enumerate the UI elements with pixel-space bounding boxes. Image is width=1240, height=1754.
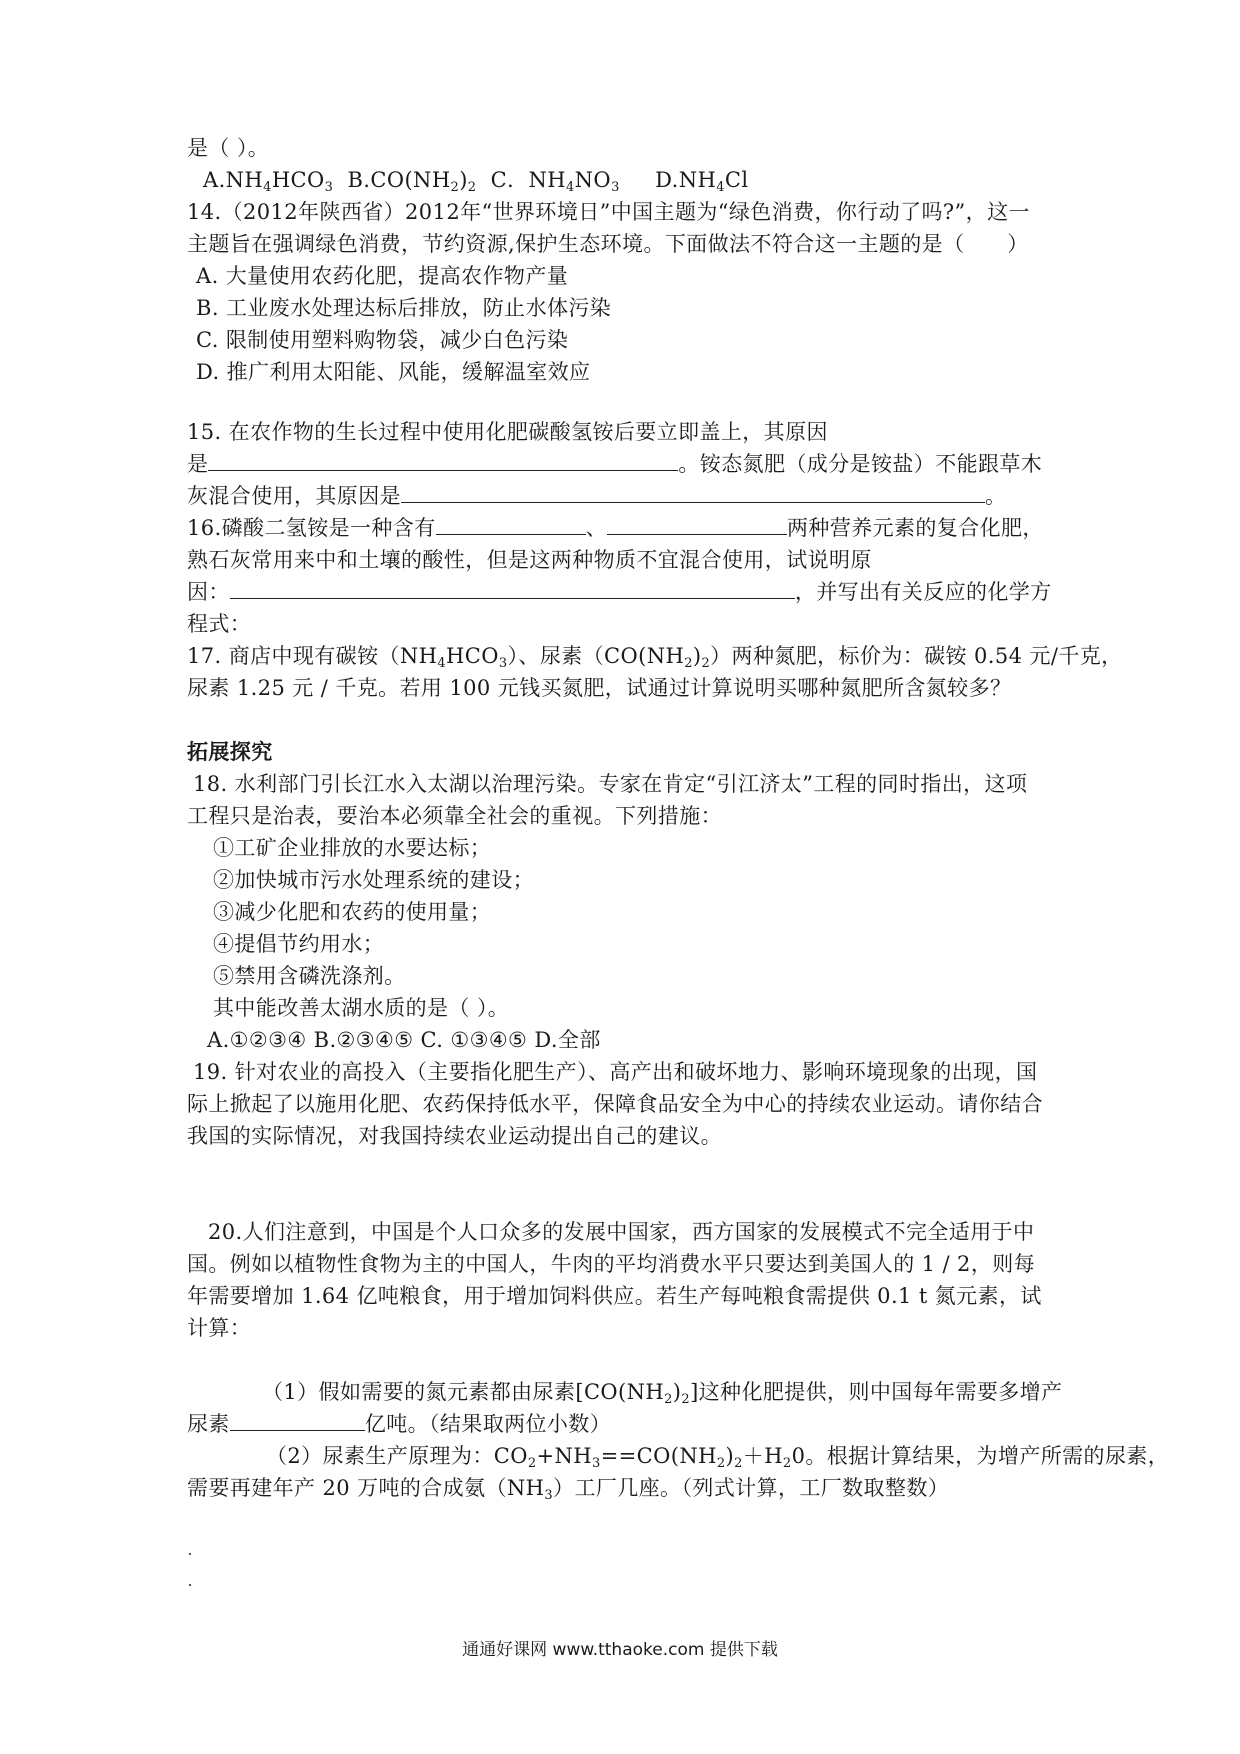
- q18-measure-1: ①工矿企业排放的水要达标；: [213, 836, 492, 860]
- q20-line-4: 计算：: [187, 1316, 252, 1340]
- scan-dot: [189, 1553, 191, 1555]
- q15-line-1: 15. 在农作物的生长过程中使用化肥碳酸氢铵后要立即盖上，其原因: [187, 420, 828, 444]
- q13-stem-tail: 是（ ）。: [187, 136, 270, 160]
- footer-credit: 通通好课网 www.tthaoke.com 提供下载: [462, 1640, 778, 1660]
- q20-part-2: （2）尿素生产原理为：$CO_2+NH_3==CO(NH_2)_2+H_20$。根据计算结果，为增产所需的尿素，: [266, 1444, 1170, 1471]
- q16-blank-3: [230, 578, 795, 599]
- q15-line-2: 是 。铵态氮肥（成分是铵盐）不能跟草木: [187, 452, 1043, 476]
- q19-line-3: 我国的实际情况，对我国持续农业运动提出自己的建议。: [187, 1124, 722, 1148]
- q16-line-2: 熟石灰常用来中和土壤的酸性，但是这两种物质不宜混合使用，试说明原: [187, 548, 872, 572]
- q14-option-b: B. 工业废水处理达标后排放，防止水体污染: [196, 296, 612, 320]
- q18-question: 其中能改善太湖水质的是（ ）。: [213, 996, 510, 1020]
- q16-line-1: 16.磷酸二氢铵是一种含有 、 两种营养元素的复合化肥，: [187, 516, 1044, 540]
- section-heading: 拓展探究: [187, 740, 273, 764]
- q16-blank-2: [607, 514, 787, 535]
- q16-line-4: 程式：: [187, 612, 252, 636]
- q14-line-2: 主题旨在强调绿色消费，节约资源,保护生态环境。下面做法不符合这一主题的是（ ）: [187, 232, 1029, 256]
- q19-line-2: 际上掀起了以施用化肥、农药保持低水平，保障食品安全为中心的持续农业运动。请你结合: [187, 1092, 1043, 1116]
- q20-part-1: （1）假如需要的氮元素都由尿素$[CO(NH_2)_2]$这种化肥提供，则中国每年需要多增产: [262, 1380, 1063, 1407]
- q14-option-a: A. 大量使用农药化肥，提高农作物产量: [196, 264, 569, 288]
- q18-measure-3: ③减少化肥和农药的使用量；: [213, 900, 492, 924]
- q19-line-1: 19. 针对农业的高投入（主要指化肥生产）、高产出和破坏地力、影响环境现象的出现，国: [193, 1060, 1038, 1084]
- q15-blank-2: [401, 482, 985, 503]
- q13-options: $A.NH_4HCO_3$ $B.CO(NH_2)_2$ C．$NH_4NO_3$ $D.NH_4Cl$: [203, 168, 749, 195]
- q18-line-2: 工程只是治表，要治本必须靠全社会的重视。下列措施：: [187, 804, 722, 828]
- q15-blank-1: [208, 450, 678, 471]
- q17-line-1: 17. 商店中现有碳铵$(NH_4HCO_3)$、尿素$(CO(NH_2)_2)$两种氮肥，标价为：碳铵 0.54 元/千克，: [187, 644, 1123, 671]
- q18-measure-5: ⑤禁用含磷洗涤剂。: [213, 964, 406, 988]
- q20-line-3: 年需要增加 1.64 亿吨粮食，用于增加饲料供应。若生产每吨粮食需提供 0.1 t 氮元素，试: [187, 1284, 1042, 1308]
- q16-blank-1: [436, 514, 586, 535]
- q18-measure-2: ②加快城市污水处理系统的建设；: [213, 868, 534, 892]
- q20-part-2-cont: 需要再建年产 20 万吨的合成氨$(NH_3)$工厂几座。（列式计算，工厂数取整数）: [187, 1476, 950, 1503]
- scan-dot: [189, 1584, 191, 1586]
- q18-options: A.①②③④ B.②③④⑤ C. ①③④⑤ D.全部: [207, 1028, 601, 1052]
- q14-line-1: 14.（2012年陕西省）2012年“世界环境日”中国主题为“绿色消费，你行动了吗?”，这一: [187, 200, 1030, 224]
- q17-line-2: 尿素 1.25 元 / 千克。若用 100 元钱买氮肥，试通过计算说明买哪种氮肥所含氮较多？: [187, 676, 1012, 700]
- q14-option-d: D. 推广利用太阳能、风能，缓解温室效应: [196, 360, 591, 384]
- q20-part-1-answer: 尿素 亿吨。（结果取两位小数）: [187, 1412, 612, 1436]
- q20-line-2: 国。例如以植物性食物为主的中国人，牛肉的平均消费水平只要达到美国人的 1 / 2，则每: [187, 1252, 1036, 1276]
- q18-line-1: 18. 水利部门引长江水入太湖以治理污染。专家在肯定“引江济太”工程的同时指出，这项: [193, 772, 1028, 796]
- q20-line-1: 20.人们注意到，中国是个人口众多的发展中国家，西方国家的发展模式不完全适用于中: [208, 1220, 1035, 1244]
- q20-blank-1: [230, 1410, 365, 1431]
- q14-option-c: C. 限制使用塑料购物袋，减少白色污染: [196, 328, 569, 352]
- q18-measure-4: ④提倡节约用水；: [213, 932, 385, 956]
- q15-line-3: 灰混合使用，其原因是 。: [187, 484, 1007, 508]
- q16-line-3: 因： ，并写出有关反应的化学方: [187, 580, 1052, 604]
